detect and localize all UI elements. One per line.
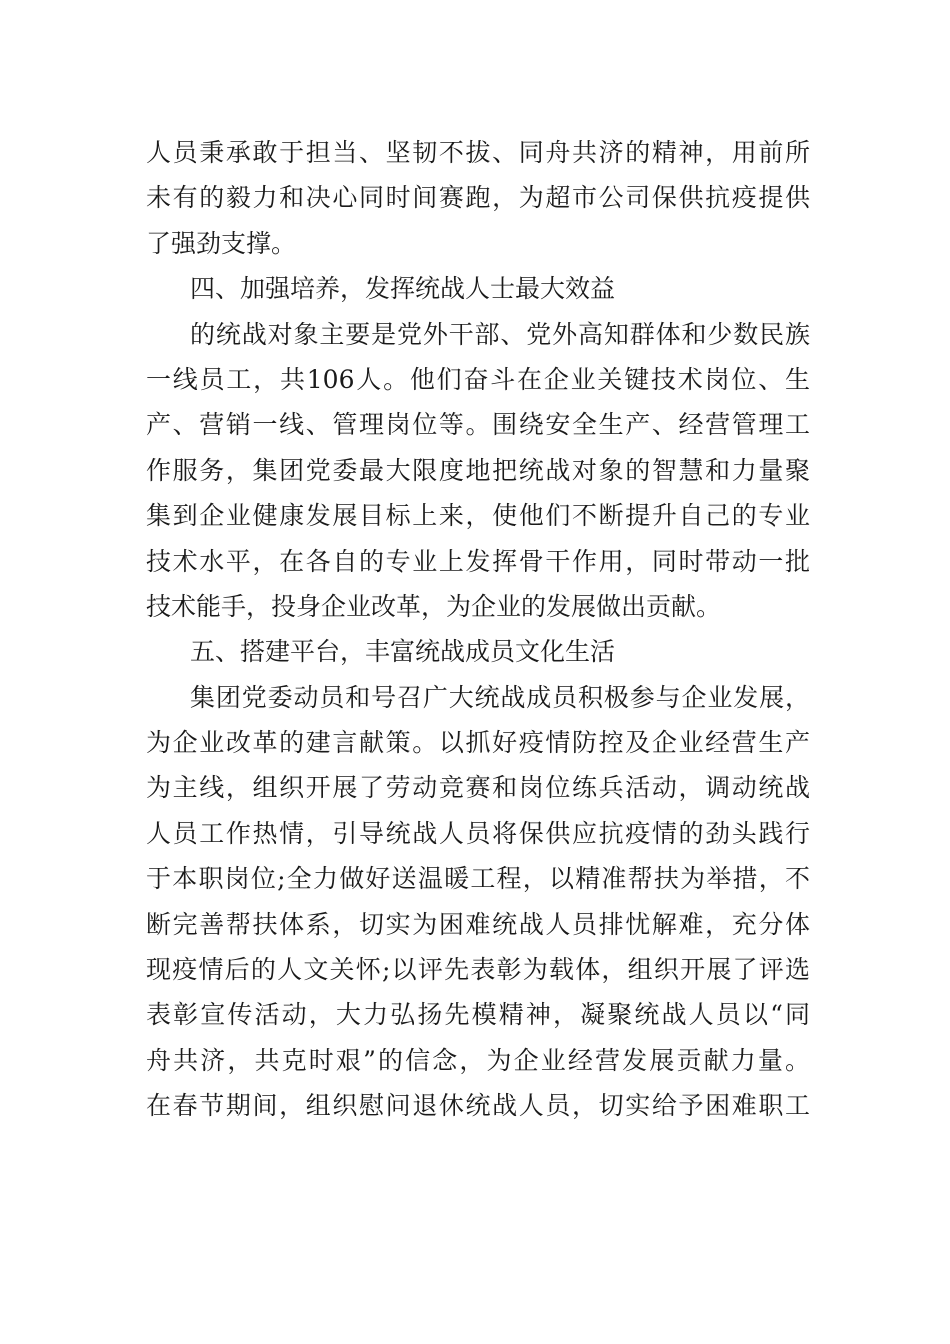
- text-line: 了强劲支撑。: [146, 228, 297, 258]
- text-line: 人员秉承敢于担当、坚韧不拔、同舟共济的精神，用前所: [146, 138, 810, 167]
- text-line: 作服务，集团党委最大限度地把统战对象的智慧和力量聚: [146, 455, 810, 485]
- document-body: [146, 130, 810, 1129]
- text-line: 为主线，组织开展了劳动竞赛和岗位练兵活动，调动统战: [146, 773, 810, 803]
- text-line: 断完善帮扶体系，切实为困难统战人员排忧解难，充分体: [146, 909, 810, 939]
- text-line: 产、营销一线、管理岗位等。围绕安全生产、经营管理工: [146, 410, 810, 440]
- text-line: 于本职岗位;全力做好送温暖工程，以精准帮扶为举措，不: [146, 864, 810, 894]
- text-line: 的统战对象主要是党外干部、党外高知群体和少数民族: [190, 319, 810, 349]
- text-line: 在春节期间，组织慰问退休统战人员，切实给予困难职工: [146, 1091, 810, 1121]
- text-line: 人员工作热情，引导统战人员将保供应抗疫情的劲头践行: [146, 818, 810, 848]
- section-heading: 五、搭建平台，丰富统战成员文化生活: [190, 637, 616, 667]
- text-line: 集团党委动员和号召广大统战成员积极参与企业发展，: [190, 682, 810, 712]
- text-line: 集到企业健康发展目标上来，使他们不断提升自己的专业: [146, 501, 810, 531]
- text-line: 表彰宣传活动，大力弘扬先模精神，凝聚统战人员以“同: [146, 1000, 810, 1030]
- text-line: 技术水平，在各自的专业上发挥骨干作用，同时带动一批: [146, 546, 810, 576]
- section-heading: 四、加强培养，发挥统战人士最大效益: [190, 274, 616, 304]
- text-line: 一线员工，共106人。他们奋斗在企业关键技术岗位、生: [146, 364, 810, 394]
- text-line: 未有的毅力和决心同时间赛跑，为超市公司保供抗疫提供: [146, 183, 810, 213]
- text-line: 舟共济，共克时艰”的信念，为企业经营发展贡献力量。: [146, 1045, 810, 1075]
- text-line: 技术能手，投身企业改革，为企业的发展做出贡献。: [146, 591, 722, 621]
- text-line: 为企业改革的建言献策。以抓好疫情防控及企业经营生产: [146, 728, 810, 758]
- text-line: 现疫情后的人文关怀;以评先表彰为载体，组织开展了评选: [146, 955, 810, 985]
